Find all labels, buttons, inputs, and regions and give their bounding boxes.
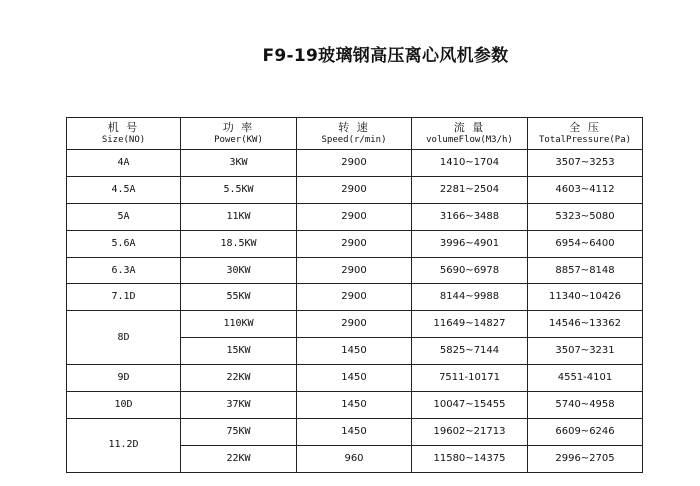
header-flow: 流 量 volumeFlow(M3/h) [412, 118, 528, 150]
cell-flow: 5825~7144 [412, 338, 528, 365]
cell-flow: 11580~14375 [412, 445, 528, 472]
cell-flow: 1410~1704 [412, 150, 528, 177]
cell-size: 5.6A [67, 230, 181, 257]
cell-power: 55KW [181, 284, 297, 311]
cell-pressure: 5323~5080 [528, 203, 643, 230]
cell-speed: 2900 [297, 284, 412, 311]
table-row [67, 311, 643, 338]
cell-size: 7.1D [67, 284, 181, 311]
cell-size: 6.3A [67, 257, 181, 284]
table-row [67, 257, 643, 284]
cell-size: 4A [67, 150, 181, 177]
cell-flow: 2281~2504 [412, 176, 528, 203]
cell-size: 9D [67, 365, 181, 392]
cell-pressure: 6954~6400 [528, 230, 643, 257]
header-row [67, 118, 643, 150]
cell-size: 8D [67, 311, 181, 365]
cell-pressure: 6609~6246 [528, 418, 643, 445]
cell-speed: 2900 [297, 176, 412, 203]
cell-pressure: 11340~10426 [528, 284, 643, 311]
cell-speed: 2900 [297, 203, 412, 230]
cell-pressure: 3507~3253 [528, 150, 643, 177]
cell-pressure: 4603~4112 [528, 176, 643, 203]
cell-pressure: 2996~2705 [528, 445, 643, 472]
cell-size: 10D [67, 392, 181, 419]
cell-flow: 11649~14827 [412, 311, 528, 338]
header-speed: 转 速 Speed(r/min) [297, 118, 412, 150]
cell-flow: 10047~15455 [412, 392, 528, 419]
table-row [67, 230, 643, 257]
cell-power: 75KW [181, 418, 297, 445]
cell-power: 30KW [181, 257, 297, 284]
table-row [67, 203, 643, 230]
fan-parameters-table [66, 117, 643, 473]
cell-pressure: 3507~3231 [528, 338, 643, 365]
page-title: F9-19玻璃钢高压离心风机参数 [262, 46, 509, 66]
cell-speed: 2900 [297, 150, 412, 177]
cell-speed: 960 [297, 445, 412, 472]
cell-power: 5.5KW [181, 176, 297, 203]
cell-flow: 8144~9988 [412, 284, 528, 311]
cell-flow: 3166~3488 [412, 203, 528, 230]
cell-flow: 7511-10171 [412, 365, 528, 392]
cell-speed: 2900 [297, 230, 412, 257]
cell-size: 5A [67, 203, 181, 230]
cell-power: 11KW [181, 203, 297, 230]
cell-power: 37KW [181, 392, 297, 419]
cell-speed: 2900 [297, 257, 412, 284]
cell-pressure: 4551-4101 [528, 365, 643, 392]
cell-power: 22KW [181, 445, 297, 472]
cell-power: 18.5KW [181, 230, 297, 257]
cell-power: 3KW [181, 150, 297, 177]
cell-flow: 5690~6978 [412, 257, 528, 284]
header-power: 功 率 Power(KW) [181, 118, 297, 150]
cell-power: 22KW [181, 365, 297, 392]
cell-pressure: 14546~13362 [528, 311, 643, 338]
cell-speed: 2900 [297, 311, 412, 338]
cell-speed: 1450 [297, 365, 412, 392]
cell-size: 11.2D [67, 418, 181, 472]
header-pressure: 全 压 TotalPressure(Pa) [528, 118, 643, 150]
table-row [67, 150, 643, 177]
table-row [67, 418, 643, 445]
header-size: 机 号 Size(NO) [67, 118, 181, 150]
cell-pressure: 5740~4958 [528, 392, 643, 419]
cell-pressure: 8857~8148 [528, 257, 643, 284]
cell-flow: 19602~21713 [412, 418, 528, 445]
table-row [67, 365, 643, 392]
table-row [67, 284, 643, 311]
table-row [67, 392, 643, 419]
cell-flow: 3996~4901 [412, 230, 528, 257]
cell-size: 4.5A [67, 176, 181, 203]
cell-power: 15KW [181, 338, 297, 365]
table-row [67, 176, 643, 203]
cell-speed: 1450 [297, 418, 412, 445]
cell-power: 110KW [181, 311, 297, 338]
cell-speed: 1450 [297, 338, 412, 365]
cell-speed: 1450 [297, 392, 412, 419]
